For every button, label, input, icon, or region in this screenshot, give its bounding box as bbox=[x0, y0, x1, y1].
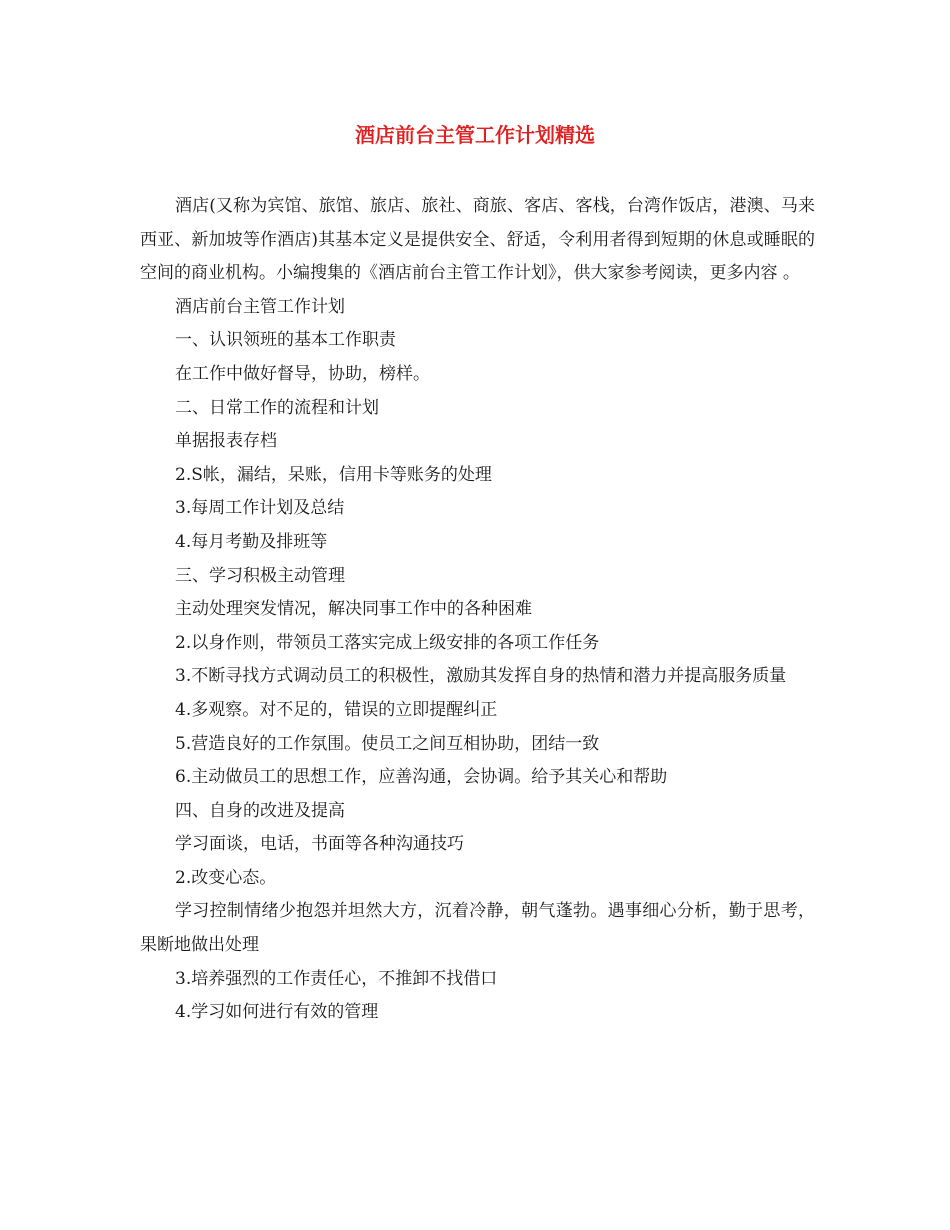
paragraph-plan-heading: 酒店前台主管工作计划 bbox=[175, 296, 345, 317]
document-title: 酒店前台主管工作计划精选 bbox=[355, 123, 595, 147]
list-item: 3.不断寻找方式调动员工的积极性，激励其发挥自身的热情和潜力并提高服务质量 bbox=[175, 666, 787, 687]
list-item: 4.学习如何进行有效的管理 bbox=[175, 1002, 379, 1023]
list-item: 学习控制情绪少抱怨并坦然大方，沉着冷静，朝气蓬勃。遇事细心分析，勤于思考，果断地做出处理 bbox=[140, 901, 815, 956]
document-body bbox=[140, 190, 815, 1030]
section-heading-3: 三、学习积极主动管理 bbox=[175, 565, 345, 586]
section-heading-1: 一、认识领班的基本工作职责 bbox=[175, 330, 396, 351]
list-item: 4.每月考勤及排班等 bbox=[175, 531, 328, 552]
list-item: 2.S帐，漏结，呆账，信用卡等账务的处理 bbox=[175, 464, 492, 485]
list-item: 5.营造良好的工作氛围。使员工之间互相协助，团结一致 bbox=[175, 733, 600, 754]
paragraph-intro: 酒店(又称为宾馆、旅馆、旅店、旅社、商旅、客店、客栈，台湾作饭店，港澳、马来西亚、新加坡等作酒店)其基本定义是提供安全、舒适，令利用者得到短期的休息或睡眠的空间的商业机构。小编搜集的《酒店前台主管工作计划》，供大家参考阅读，更多内容 。 bbox=[140, 196, 815, 284]
section-heading-4: 四、自身的改进及提高 bbox=[175, 800, 345, 821]
list-item: 6.主动做员工的思想工作，应善沟通，会协调。给予其关心和帮助 bbox=[175, 767, 668, 788]
list-item: 2.以身作则，带领员工落实完成上级安排的各项工作任务 bbox=[175, 632, 600, 653]
list-item: 2.改变心态。 bbox=[175, 867, 277, 888]
list-item: 3.培养强烈的工作责任心，不推卸不找借口 bbox=[175, 968, 498, 989]
list-item: 4.多观察。对不足的，错误的立即提醒纠正 bbox=[175, 699, 498, 720]
list-item: 主动处理突发情况，解决同事工作中的各种困难 bbox=[175, 599, 532, 620]
list-item: 3.每周工作计划及总结 bbox=[175, 498, 345, 519]
list-item: 学习面谈，电话，书面等各种沟通技巧 bbox=[175, 834, 464, 855]
section-heading-2: 二、日常工作的流程和计划 bbox=[175, 397, 379, 418]
list-item: 单据报表存档 bbox=[175, 431, 277, 452]
paragraph: 在工作中做好督导，协助，榜样。 bbox=[175, 363, 430, 384]
